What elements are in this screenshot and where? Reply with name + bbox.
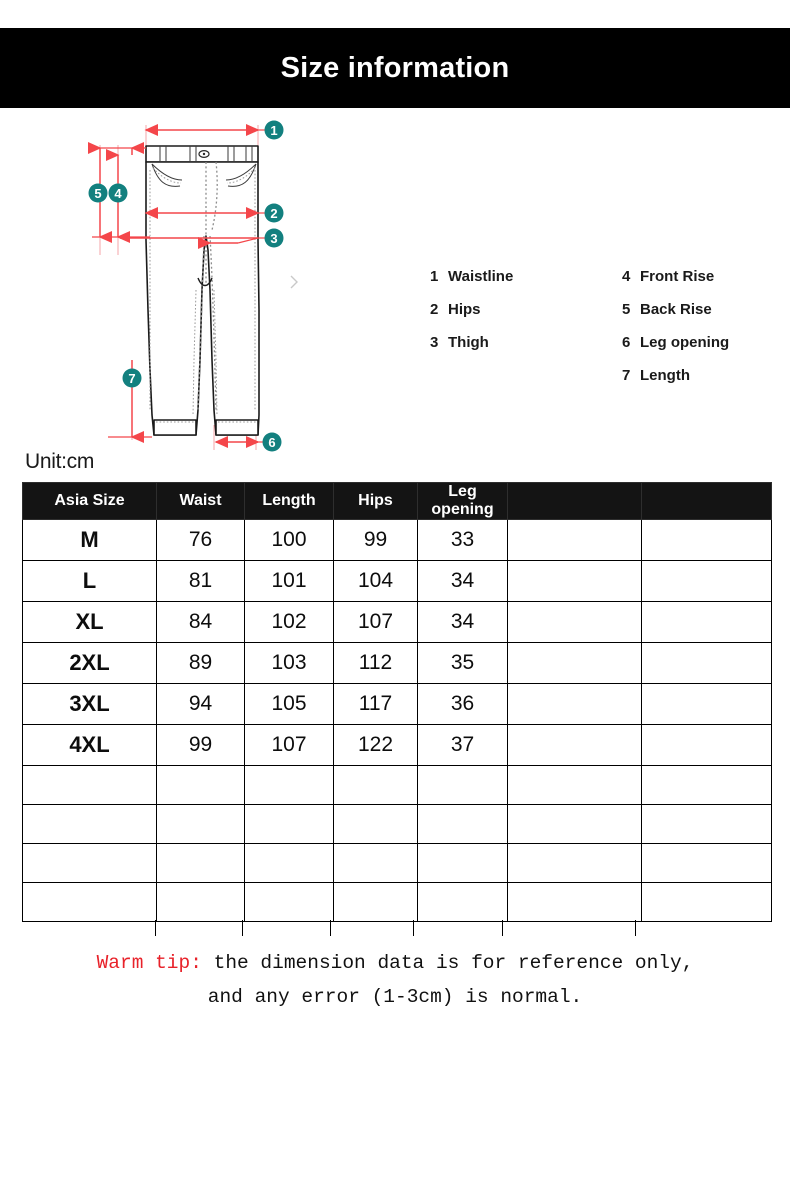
legend-number: 4 [622, 268, 631, 285]
legend-column-2 [622, 268, 729, 400]
cell-leg-opening: 37 [418, 725, 508, 766]
cell-length: 103 [245, 643, 334, 684]
cell-empty [418, 766, 508, 805]
column-header-hips: Hips [334, 483, 418, 520]
cell-blank-2 [642, 725, 772, 766]
cell-empty [245, 883, 334, 922]
legend-item-thigh [430, 334, 622, 367]
legend-label: Leg opening [640, 334, 730, 351]
cell-size: 3XL [23, 684, 157, 725]
cell-waist: 84 [157, 602, 245, 643]
cell-blank-1 [508, 643, 642, 684]
cell-empty [23, 883, 157, 922]
svg-text:6: 6 [268, 435, 276, 450]
grid-line-stub [635, 920, 636, 936]
column-header-length: Length [245, 483, 334, 520]
cell-hips: 112 [334, 643, 418, 684]
cell-blank-1 [508, 684, 642, 725]
cell-empty [508, 883, 642, 922]
cell-blank-1 [508, 561, 642, 602]
legend-item-waistline [430, 268, 622, 301]
legend-number: 1 [430, 268, 439, 285]
cell-waist: 99 [157, 725, 245, 766]
table-row [23, 602, 772, 643]
legend-label: Length [640, 367, 690, 384]
table-row [23, 561, 772, 602]
page-title: Size information [280, 51, 510, 84]
svg-text:4: 4 [114, 186, 122, 201]
cell-leg-opening: 36 [418, 684, 508, 725]
cell-blank-1 [508, 602, 642, 643]
cell-length: 105 [245, 684, 334, 725]
cell-blank-1 [508, 725, 642, 766]
column-header-blank-2 [642, 483, 772, 520]
warm-tip-lead: Warm tip: [96, 952, 202, 974]
cell-size: 2XL [23, 643, 157, 684]
cell-blank-2 [642, 643, 772, 684]
cell-hips: 104 [334, 561, 418, 602]
grid-line-stub [413, 920, 414, 936]
cell-empty [245, 805, 334, 844]
legend-item-back-rise [622, 301, 729, 334]
table-row [23, 643, 772, 684]
legend-label: Hips [448, 301, 481, 318]
cell-empty [334, 805, 418, 844]
table-row-empty [23, 844, 772, 883]
cell-leg-opening: 34 [418, 561, 508, 602]
table-row [23, 520, 772, 561]
cell-size: XL [23, 602, 157, 643]
cell-leg-opening: 34 [418, 602, 508, 643]
legend-label: Waistline [448, 268, 514, 285]
cell-empty [642, 805, 772, 844]
grid-line-stub [242, 920, 243, 936]
warm-tip-text-1: the dimension data is for reference only, [201, 952, 694, 974]
legend-item-hips [430, 301, 622, 334]
cell-leg-opening: 35 [418, 643, 508, 684]
legend-number: 3 [430, 334, 439, 351]
cell-empty [157, 766, 245, 805]
cell-empty [418, 844, 508, 883]
cell-empty [418, 805, 508, 844]
cell-empty [642, 883, 772, 922]
cell-empty [157, 883, 245, 922]
cell-empty [334, 766, 418, 805]
warm-tip-line-2: and any error (1-3cm) is normal. [207, 986, 583, 1008]
cell-length: 101 [245, 561, 334, 602]
cell-empty [157, 805, 245, 844]
svg-text:5: 5 [94, 186, 102, 201]
legend-label: Thigh [448, 334, 489, 351]
cell-empty [245, 844, 334, 883]
cell-blank-1 [508, 520, 642, 561]
table-header-row [23, 483, 772, 520]
column-header-leg-opening: Leg opening [418, 483, 508, 520]
cell-empty [245, 766, 334, 805]
cell-size: L [23, 561, 157, 602]
cell-empty [418, 883, 508, 922]
cell-empty [23, 844, 157, 883]
cell-empty [23, 766, 157, 805]
unit-label: Unit:cm [25, 450, 95, 473]
legend-item-length [622, 367, 729, 400]
svg-text:7: 7 [128, 371, 136, 386]
cell-empty [508, 805, 642, 844]
cell-empty [23, 805, 157, 844]
cell-empty [508, 844, 642, 883]
warm-tip-note [0, 946, 790, 1014]
cell-length: 107 [245, 725, 334, 766]
cell-waist: 81 [157, 561, 245, 602]
cell-length: 100 [245, 520, 334, 561]
measurement-legend [430, 268, 780, 400]
cell-hips: 99 [334, 520, 418, 561]
cell-blank-2 [642, 602, 772, 643]
cell-blank-2 [642, 520, 772, 561]
cell-empty [642, 844, 772, 883]
legend-label: Back Rise [640, 301, 712, 318]
legend-item-front-rise [622, 268, 729, 301]
cell-hips: 107 [334, 602, 418, 643]
cell-empty [334, 883, 418, 922]
table-row-empty [23, 805, 772, 844]
column-header-waist: Waist [157, 483, 245, 520]
cell-empty [642, 766, 772, 805]
warm-tip-line-1 [0, 946, 790, 980]
table-row-empty [23, 766, 772, 805]
cell-size: 4XL [23, 725, 157, 766]
size-chart-table [22, 482, 772, 922]
cell-empty [334, 844, 418, 883]
table-row [23, 684, 772, 725]
svg-text:1: 1 [270, 123, 278, 138]
legend-number: 6 [622, 334, 631, 351]
cell-hips: 117 [334, 684, 418, 725]
legend-number: 7 [622, 367, 631, 384]
table-row [23, 725, 772, 766]
header-bar [0, 28, 790, 108]
cell-blank-2 [642, 684, 772, 725]
legend-number: 2 [430, 301, 439, 318]
legend-number: 5 [622, 301, 631, 318]
pants-measurement-diagram [0, 110, 420, 460]
cell-empty [508, 766, 642, 805]
cell-length: 102 [245, 602, 334, 643]
cell-empty [157, 844, 245, 883]
cell-hips: 122 [334, 725, 418, 766]
cell-waist: 76 [157, 520, 245, 561]
legend-label: Front Rise [640, 268, 715, 285]
cell-leg-opening: 33 [418, 520, 508, 561]
svg-text:2: 2 [270, 206, 278, 221]
legend-column-1 [430, 268, 622, 400]
grid-line-stub [155, 920, 156, 936]
cell-size: M [23, 520, 157, 561]
legend-item-leg-opening [622, 334, 729, 367]
cell-waist: 89 [157, 643, 245, 684]
cell-waist: 94 [157, 684, 245, 725]
grid-line-stub [502, 920, 503, 936]
table-row-empty [23, 883, 772, 922]
grid-line-stub [330, 920, 331, 936]
cell-blank-2 [642, 561, 772, 602]
column-header-blank-1 [508, 483, 642, 520]
column-header-asia-size: Asia Size [23, 483, 157, 520]
svg-text:3: 3 [270, 231, 278, 246]
